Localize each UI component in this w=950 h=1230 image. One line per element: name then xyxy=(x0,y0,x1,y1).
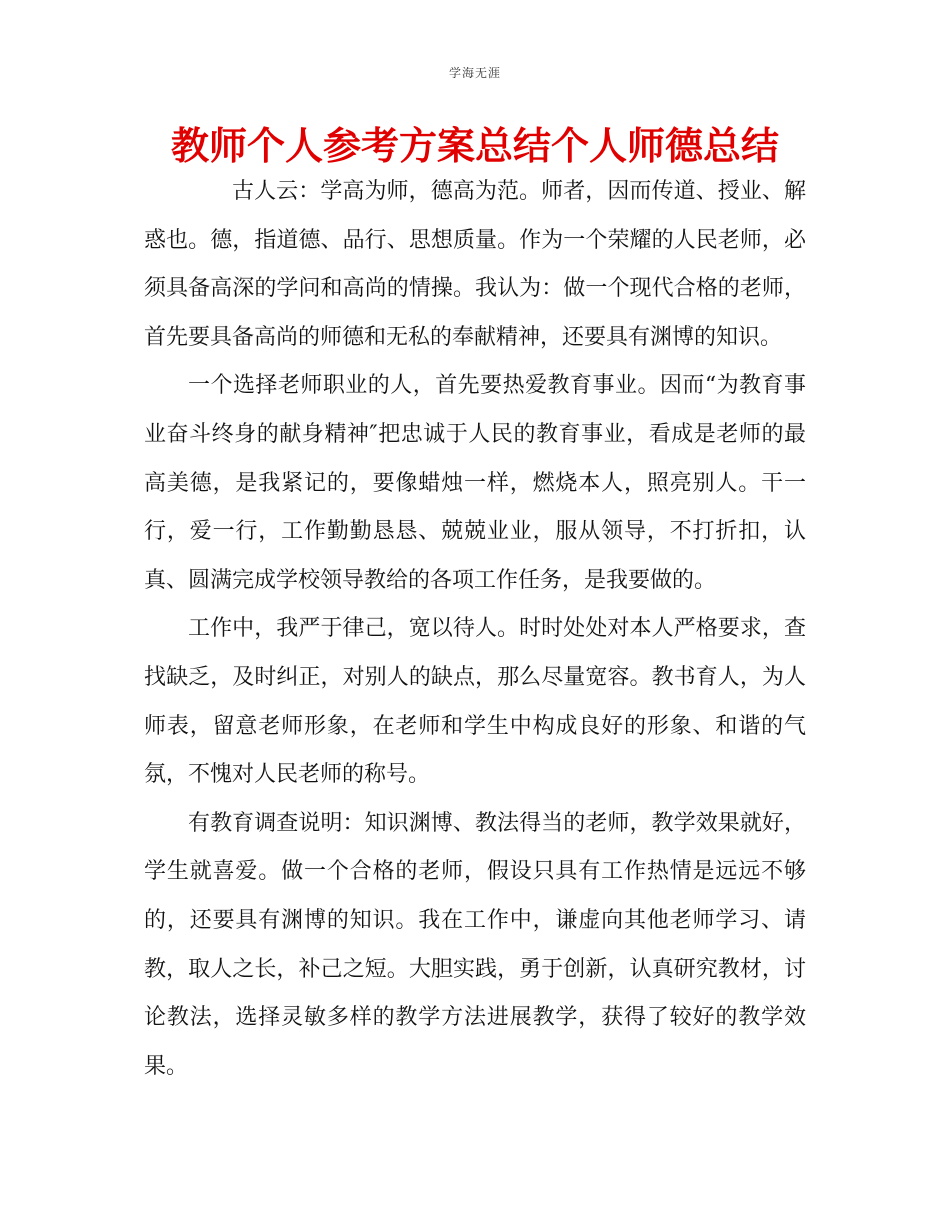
document-body xyxy=(144,168,806,1091)
paragraph-3: 工作中，我严于律己，宽以待人。时时处处对本人严格要求，查找缺乏，及时纠正，对别人的缺点，那么尽量宽容。教书育人，为人师表，留意老师形象，在老师和学生中构成良好的形象、和谐的气氛，不愧对人民老师的称号。 xyxy=(144,616,806,788)
paragraph-1: 古人云：学高为师，德高为范。师者，因而传道、授业、解惑也。德，指道德、品行、思想质量。作为一个荣耀的人民老师，必须具备高深的学问和高尚的情操。我认为：做一个现代合格的老师，首先要具备高尚的师德和无私的奉献精神，还要具有渊博的知识。 xyxy=(144,179,806,350)
document-title: 教师个人参考方案总结个人师德总结 xyxy=(170,124,779,168)
paragraph-4: 有教育调查说明：知识渊博、教法得当的老师，教学效果就好，学生就喜爱。做一个合格的老师，假设只具有工作热情是远远不够的，还要具有渊博的知识。我在工作中，谦虚向其他老师学习、请教，取人之长，补己之短。大胆实践，勇于创新，认真研究教材，讨论教法，选择灵敏多样的教学方法进展教学，获得了较好的教学效果。 xyxy=(144,810,806,1079)
paragraph-2: 一个选择老师职业的人，首先要热爱教育事业。因而“为教育事业奋斗终身的献身精神″把忠诚于人民的教育事业，看成是老师的最高美德，是我紧记的，要像蜡烛一样，燃烧本人，照亮别人。干一行，爱一行，工作勤勤恳恳、兢兢业业，服从领导，不打折扣，认真、圆满完成学校领导教给的各项工作任务，是我要做的。 xyxy=(144,373,806,593)
page-header: 学海无涯 xyxy=(448,66,501,80)
